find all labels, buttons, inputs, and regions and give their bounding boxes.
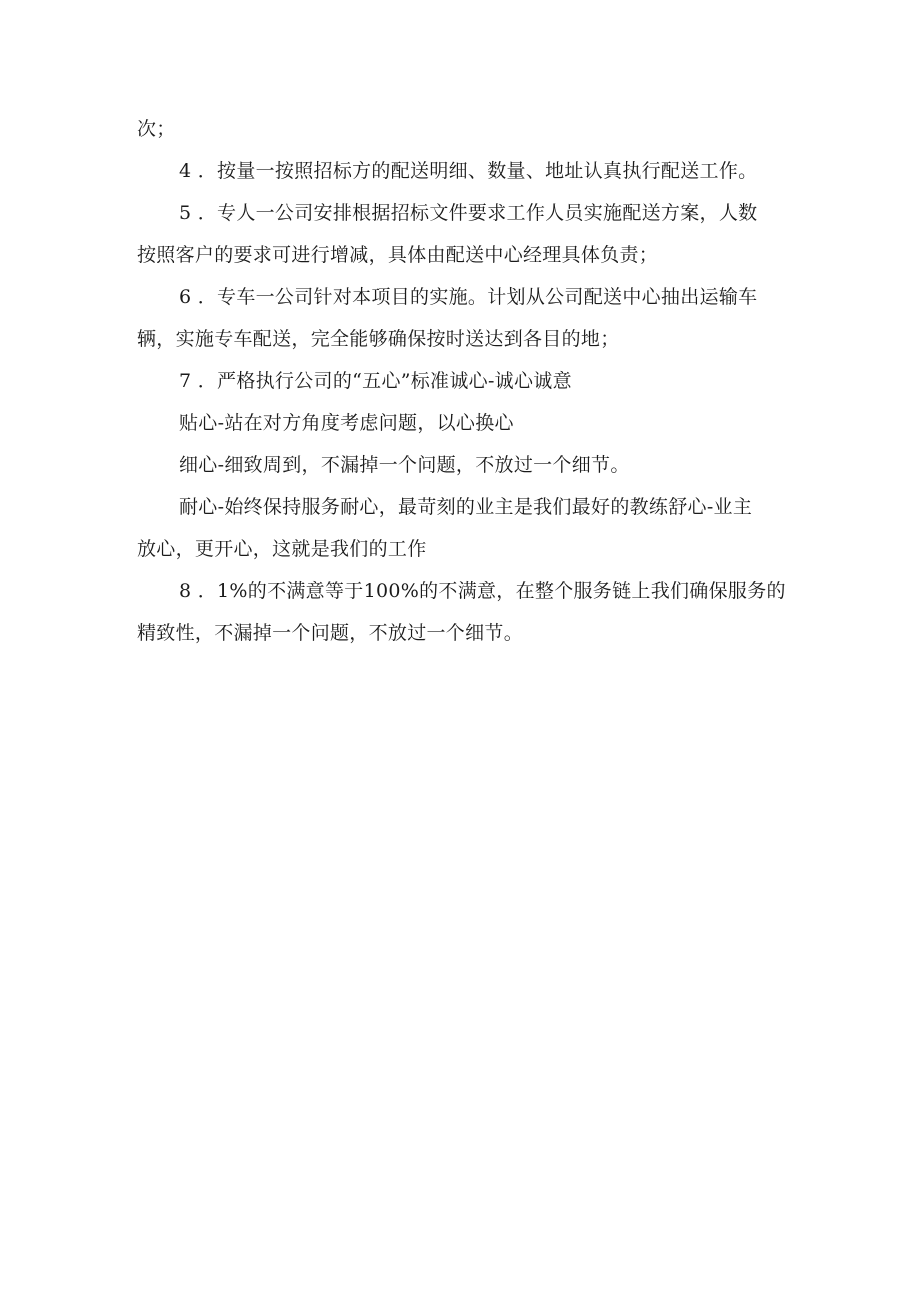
text-line: 辆，实施专车配送，完全能够确保按时送达到各目的地； (137, 328, 620, 350)
text-line: 8 ．1%的不满意等于100%的不满意，在整个服务链上我们确保服务的 (179, 580, 786, 602)
text-line: 精致性，不漏掉一个问题，不放过一个细节。 (137, 622, 524, 644)
text-line: 耐心-始终保持服务耐心，最苛刻的业主是我们最好的教练舒心-业主 (179, 496, 753, 518)
text-line: 次； (137, 118, 176, 140)
text-line: 6 ．专车一公司针对本项目的实施。计划从公司配送中心抽出运输车 (179, 286, 758, 308)
text-line: 4 ．按量一按照招标方的配送明细、数量、地址认真执行配送工作。 (179, 160, 758, 182)
text-line: 7 ．严格执行公司的“五心”标准诚心-诚心诚意 (179, 370, 572, 392)
text-line: 贴心-站在对方角度考虑问题，以心换心 (179, 412, 514, 434)
text-line: 5 ．专人一公司安排根据招标文件要求工作人员实施配送方案，人数 (179, 202, 758, 224)
body-text (137, 108, 787, 654)
text-line: 放心，更开心，这就是我们的工作 (137, 538, 427, 560)
text-line: 按照客户的要求可进行增减，具体由配送中心经理具体负责； (137, 244, 659, 266)
text-line: 细心-细致周到，不漏掉一个问题，不放过一个细节。 (179, 454, 630, 476)
